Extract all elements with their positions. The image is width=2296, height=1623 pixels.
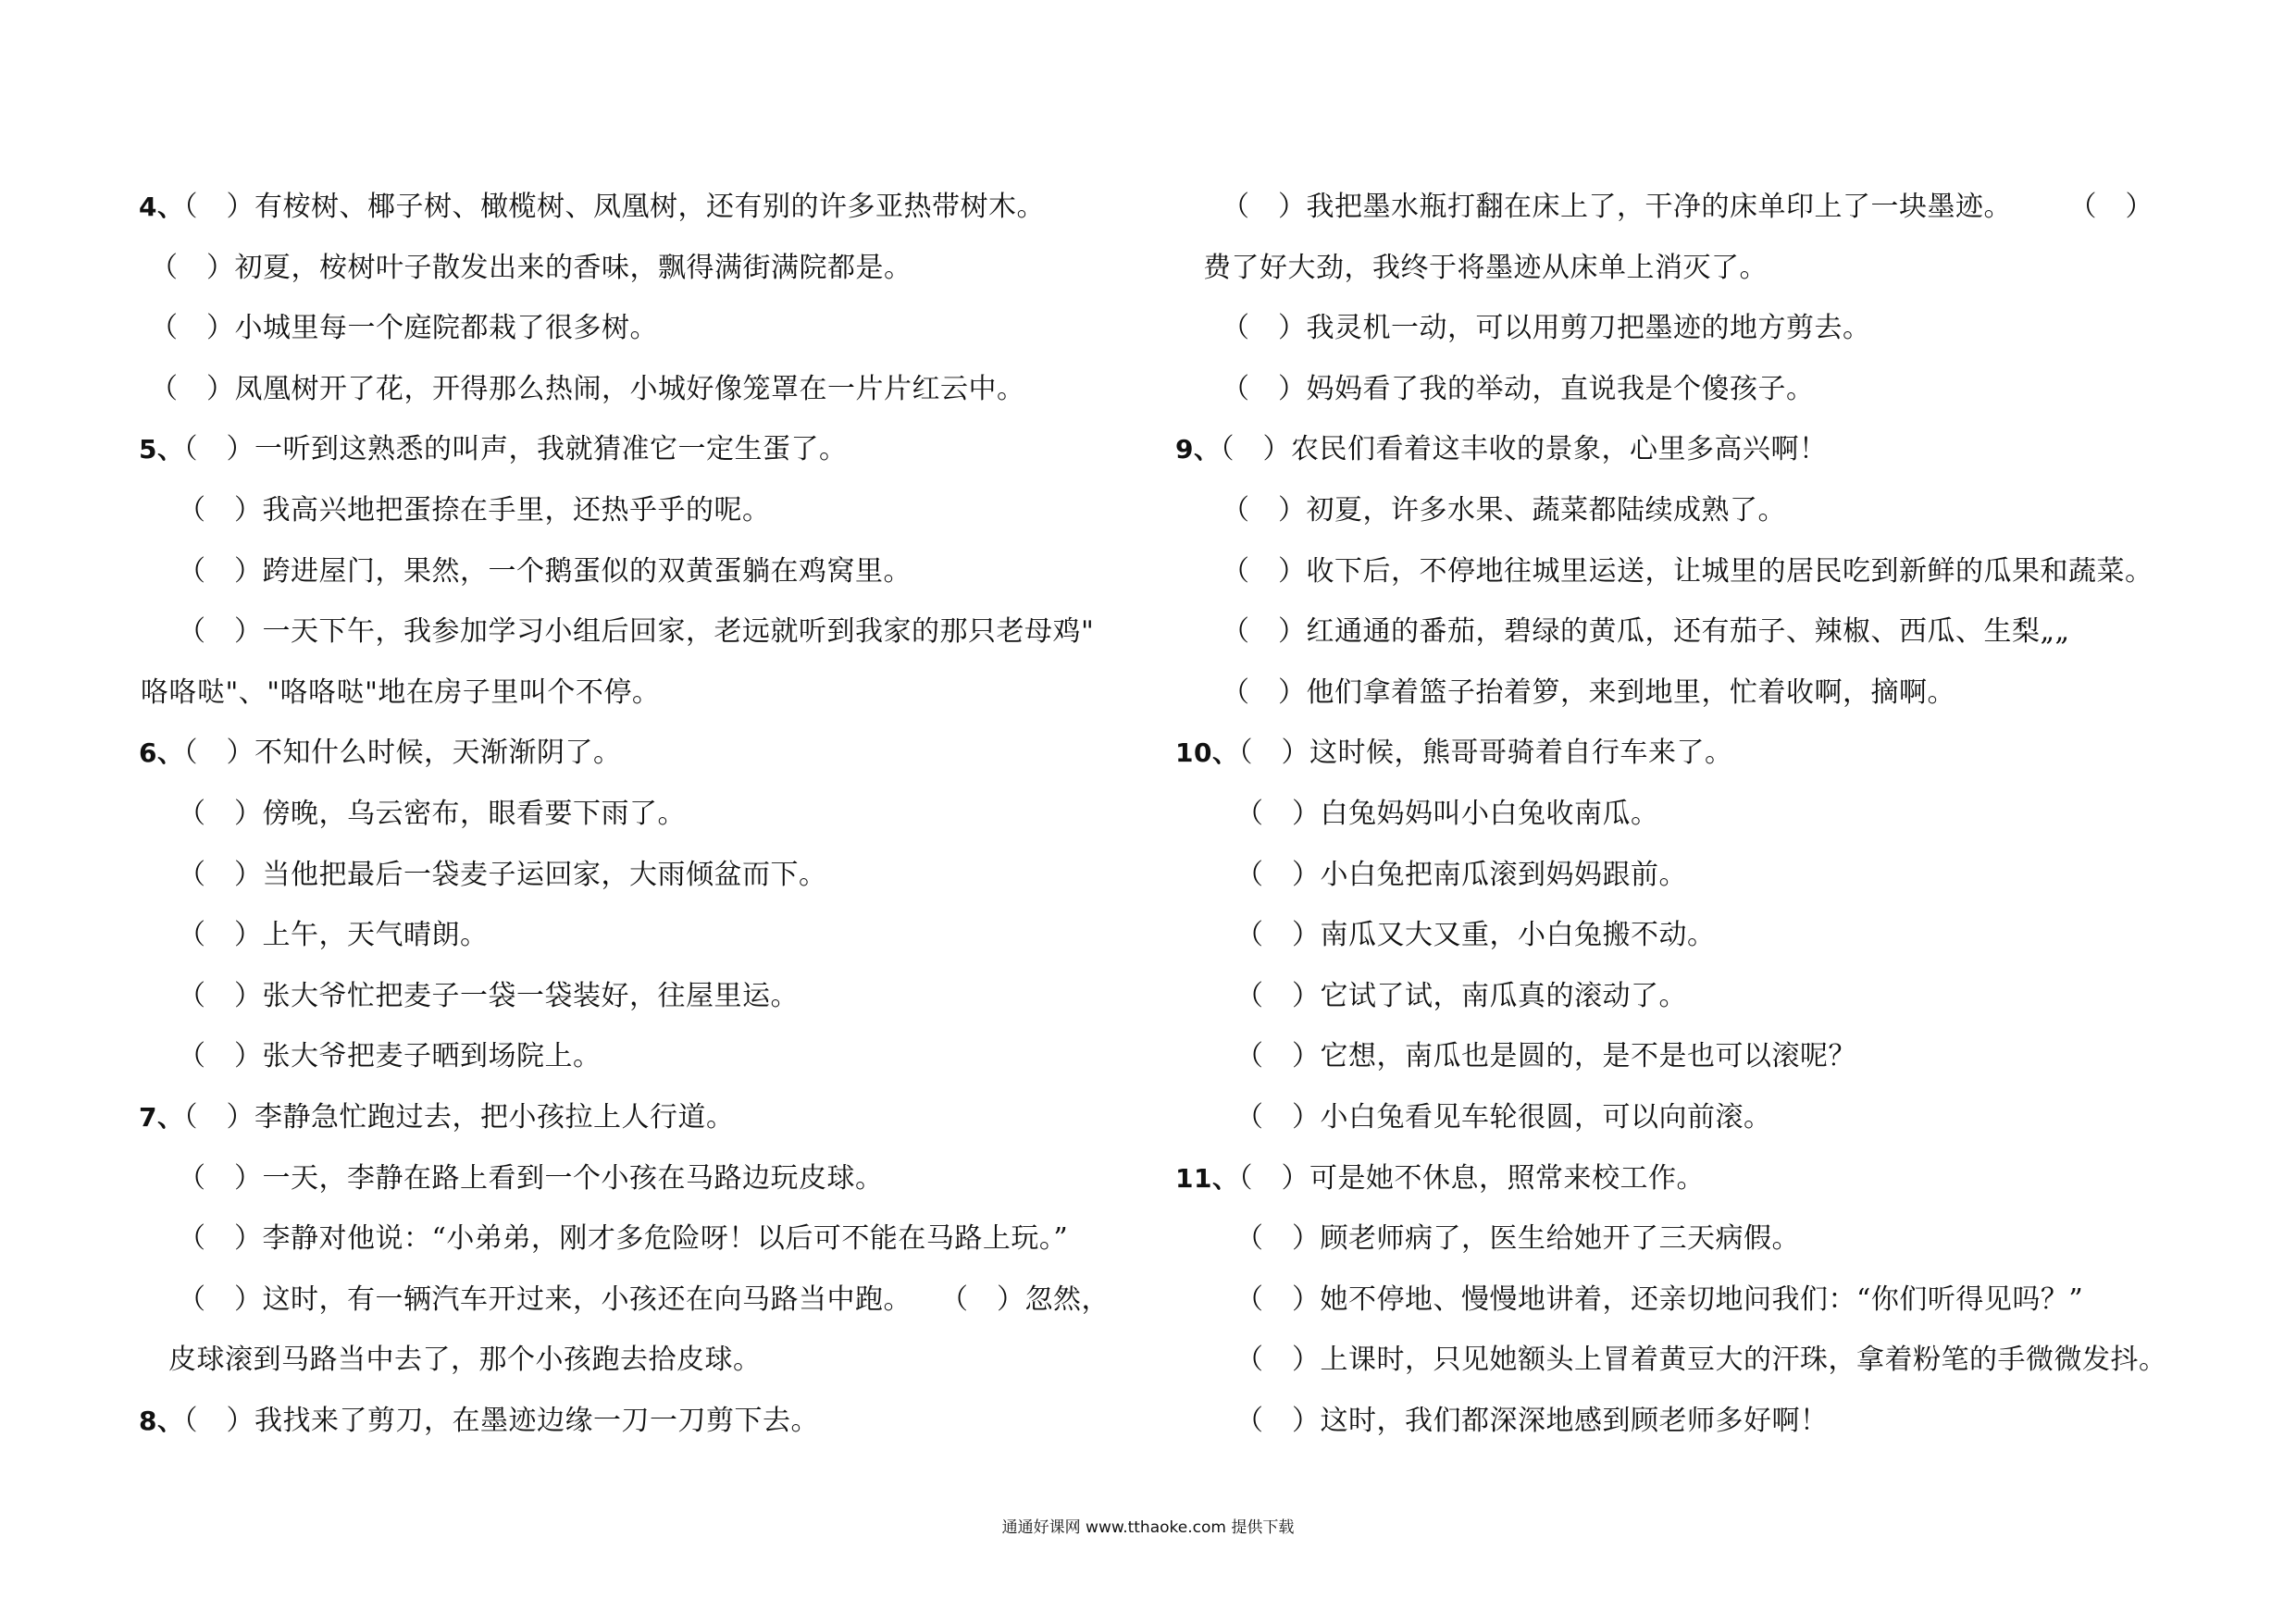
exercise-line <box>139 419 1148 480</box>
question-number: 10、 <box>1175 737 1239 769</box>
exercise-line <box>139 723 1148 784</box>
exercise-line <box>139 1330 1148 1391</box>
sentence-text: 费了好大劲，我终于将墨迹从床单上消灭了。 <box>1203 251 1768 284</box>
sentence-text: （ ）小城里每一个庭院都栽了很多树。 <box>150 312 658 345</box>
exercise-line <box>1175 298 2267 359</box>
sentence-text: （ ）妈妈看了我的举动，直说我是个傻孩子。 <box>1222 372 1815 405</box>
sentence-text: （ ）我把墨水瓶打翻在床上了，干净的床单印上了一块墨迹。 （ ） <box>1222 191 2153 223</box>
sentence-text: （ ）她不停地、慢慢地讲着，还亲切地问我们：“你们听得见吗？” <box>1235 1282 2084 1316</box>
exercise-line <box>139 480 1148 541</box>
question-number: 4、 <box>139 192 184 222</box>
sentence-text: （ ）红通通的番茄，碧绿的黄瓜，还有茄子、辣椒、西瓜、生梨„„ <box>1222 615 2070 649</box>
question-number: 5、 <box>139 434 184 465</box>
exercise-line <box>1175 359 2267 420</box>
sentence-text: （ ）有桉树、椰子树、橄榄树、凤凰树，还有别的许多亚热带树木。 <box>183 191 1045 223</box>
right-column <box>1175 177 2267 1451</box>
exercise-line <box>1175 1087 2267 1148</box>
sentence-text: （ ）一天下午，我参加学习小组后回家，老远就听到我家的那只老母鸡" <box>178 615 1095 649</box>
sentence-text: （ ）不知什么时候，天渐渐阴了。 <box>183 737 622 770</box>
sentence-text: （ ）凤凰树开了花，开得那么热闹，小城好像笼罩在一片片红云中。 <box>150 372 1025 405</box>
exercise-line <box>139 845 1148 906</box>
exercise-line <box>1175 1391 2267 1452</box>
sentence-text: （ ）他们拿着篮子抬着箩，来到地里，忙着收啊，摘啊。 <box>1222 675 1955 709</box>
exercise-line <box>1175 1148 2267 1209</box>
exercise-line <box>1175 784 2267 845</box>
sentence-text: （ ）它想，南瓜也是圆的，是不是也可以滚呢？ <box>1235 1040 1856 1073</box>
exercise-line <box>139 1026 1148 1087</box>
sentence-text: （ ）顾老师病了，医生给她开了三天病假。 <box>1235 1222 1800 1256</box>
exercise-line <box>139 905 1148 966</box>
exercise-line <box>1175 541 2267 602</box>
exercise-line <box>1175 1330 2267 1391</box>
sentence-text: （ ）初夏，桉树叶子散发出来的香味，飘得满街满院都是。 <box>150 251 912 284</box>
sentence-text: （ ）我高兴地把蛋捺在手里，还热乎乎的呢。 <box>178 493 771 527</box>
exercise-line <box>139 1148 1148 1209</box>
left-column <box>139 177 1148 1451</box>
exercise-line <box>1175 966 2267 1027</box>
question-number: 6、 <box>139 737 184 769</box>
sentence-text: （ ）上午，天气晴朗。 <box>178 919 489 952</box>
sentence-text: （ ）这时候，熊哥哥骑着自行车来了。 <box>1238 737 1733 770</box>
sentence-text: （ ）一天，李静在路上看到一个小孩在马路边玩皮球。 <box>178 1161 884 1195</box>
exercise-line <box>139 1208 1148 1270</box>
sentence-text: （ ）初夏，许多水果、蔬菜都陆续成熟了。 <box>1222 493 1786 527</box>
exercise-line <box>139 784 1148 845</box>
sentence-text: （ ）这时，有一辆汽车开过来，小孩还在向马路当中跑。 （ ）忽然， <box>178 1282 1110 1316</box>
sentence-text: （ ）可是她不休息，照常来校工作。 <box>1238 1161 1705 1195</box>
exercise-line <box>1175 177 2267 238</box>
exercise-line <box>1175 1270 2267 1331</box>
exercise-line <box>139 359 1148 420</box>
sentence-text: （ ）张大爷把麦子晒到场院上。 <box>178 1040 602 1073</box>
exercise-line <box>1175 663 2267 724</box>
sentence-text: （ ）一听到这熟悉的叫声，我就猜准它一定生蛋了。 <box>183 433 848 466</box>
sentence-text: （ ）李静急忙跑过去，把小孩拉上人行道。 <box>183 1100 735 1134</box>
sentence-text: （ ）张大爷忙把麦子一袋一袋装好，往屋里运。 <box>178 979 799 1012</box>
sentence-text: （ ）白兔妈妈叫小白兔收南瓜。 <box>1235 797 1659 830</box>
exercise-line <box>139 1270 1148 1331</box>
sentence-text: 咯咯哒"、"咯咯哒"地在房子里叫个不停。 <box>141 675 661 709</box>
exercise-line <box>139 1087 1148 1148</box>
question-number: 7、 <box>139 1101 184 1133</box>
exercise-line <box>139 1391 1148 1452</box>
sentence-text: （ ）南瓜又大又重，小白兔搬不动。 <box>1235 919 1716 952</box>
sentence-text: （ ）收下后，不停地往城里运送，让城里的居民吃到新鲜的瓜果和蔬菜。 <box>1222 554 2153 588</box>
exercise-line <box>1175 238 2267 299</box>
exercise-line <box>1175 1026 2267 1087</box>
exercise-line <box>1175 1208 2267 1270</box>
exercise-line <box>139 663 1148 724</box>
sentence-text: （ ）李静对他说：“小弟弟，刚才多危险呀！以后可不能在马路上玩。” <box>178 1222 1069 1256</box>
sentence-text: （ ）傍晚，乌云密布，眼看要下雨了。 <box>178 797 686 830</box>
sentence-text: （ ）小白兔把南瓜滚到妈妈跟前。 <box>1235 858 1687 891</box>
exercise-line <box>139 298 1148 359</box>
exercise-line <box>1175 601 2267 663</box>
sentence-text: （ ）这时，我们都深深地感到顾老师多好啊！ <box>1235 1404 1829 1437</box>
exercise-line <box>139 541 1148 602</box>
sentence-text: （ ）当他把最后一袋麦子运回家，大雨倾盆而下。 <box>178 858 827 891</box>
sentence-text: （ ）跨进屋门，果然，一个鹅蛋似的双黄蛋躺在鸡窝里。 <box>178 554 912 588</box>
question-number: 11、 <box>1175 1162 1239 1194</box>
exercise-line <box>139 601 1148 663</box>
sentence-text: （ ）上课时，只见她额头上冒着黄豆大的汗珠，拿着粉笔的手微微发抖。 <box>1235 1344 2167 1377</box>
exercise-line <box>139 966 1148 1027</box>
exercise-line <box>139 177 1148 238</box>
exercise-line <box>1175 419 2267 480</box>
sentence-text: （ ）农民们看着这丰收的景象，心里多高兴啊！ <box>1220 433 1828 466</box>
sentence-text: （ ）我灵机一动，可以用剪刀把墨迹的地方剪去。 <box>1222 312 1871 345</box>
sentence-text: （ ）我找来了剪刀，在墨迹边缘一刀一刀剪下去。 <box>183 1404 819 1437</box>
sentence-text: （ ）小白兔看见车轮很圆，可以向前滚。 <box>1235 1100 1772 1134</box>
exercise-line <box>139 238 1148 299</box>
exercise-line <box>1175 480 2267 541</box>
page-footer: 通通好课网 www.tthaoke.com 提供下载 <box>1001 1518 1295 1537</box>
sentence-text: （ ）它试了试，南瓜真的滚动了。 <box>1235 979 1687 1012</box>
question-number: 8、 <box>139 1405 184 1436</box>
exercise-line <box>1175 723 2267 784</box>
question-number: 9、 <box>1175 434 1221 465</box>
sentence-text: 皮球滚到马路当中去了，那个小孩跑去拾皮球。 <box>168 1344 762 1377</box>
exercise-line <box>1175 845 2267 906</box>
exercise-line <box>1175 905 2267 966</box>
